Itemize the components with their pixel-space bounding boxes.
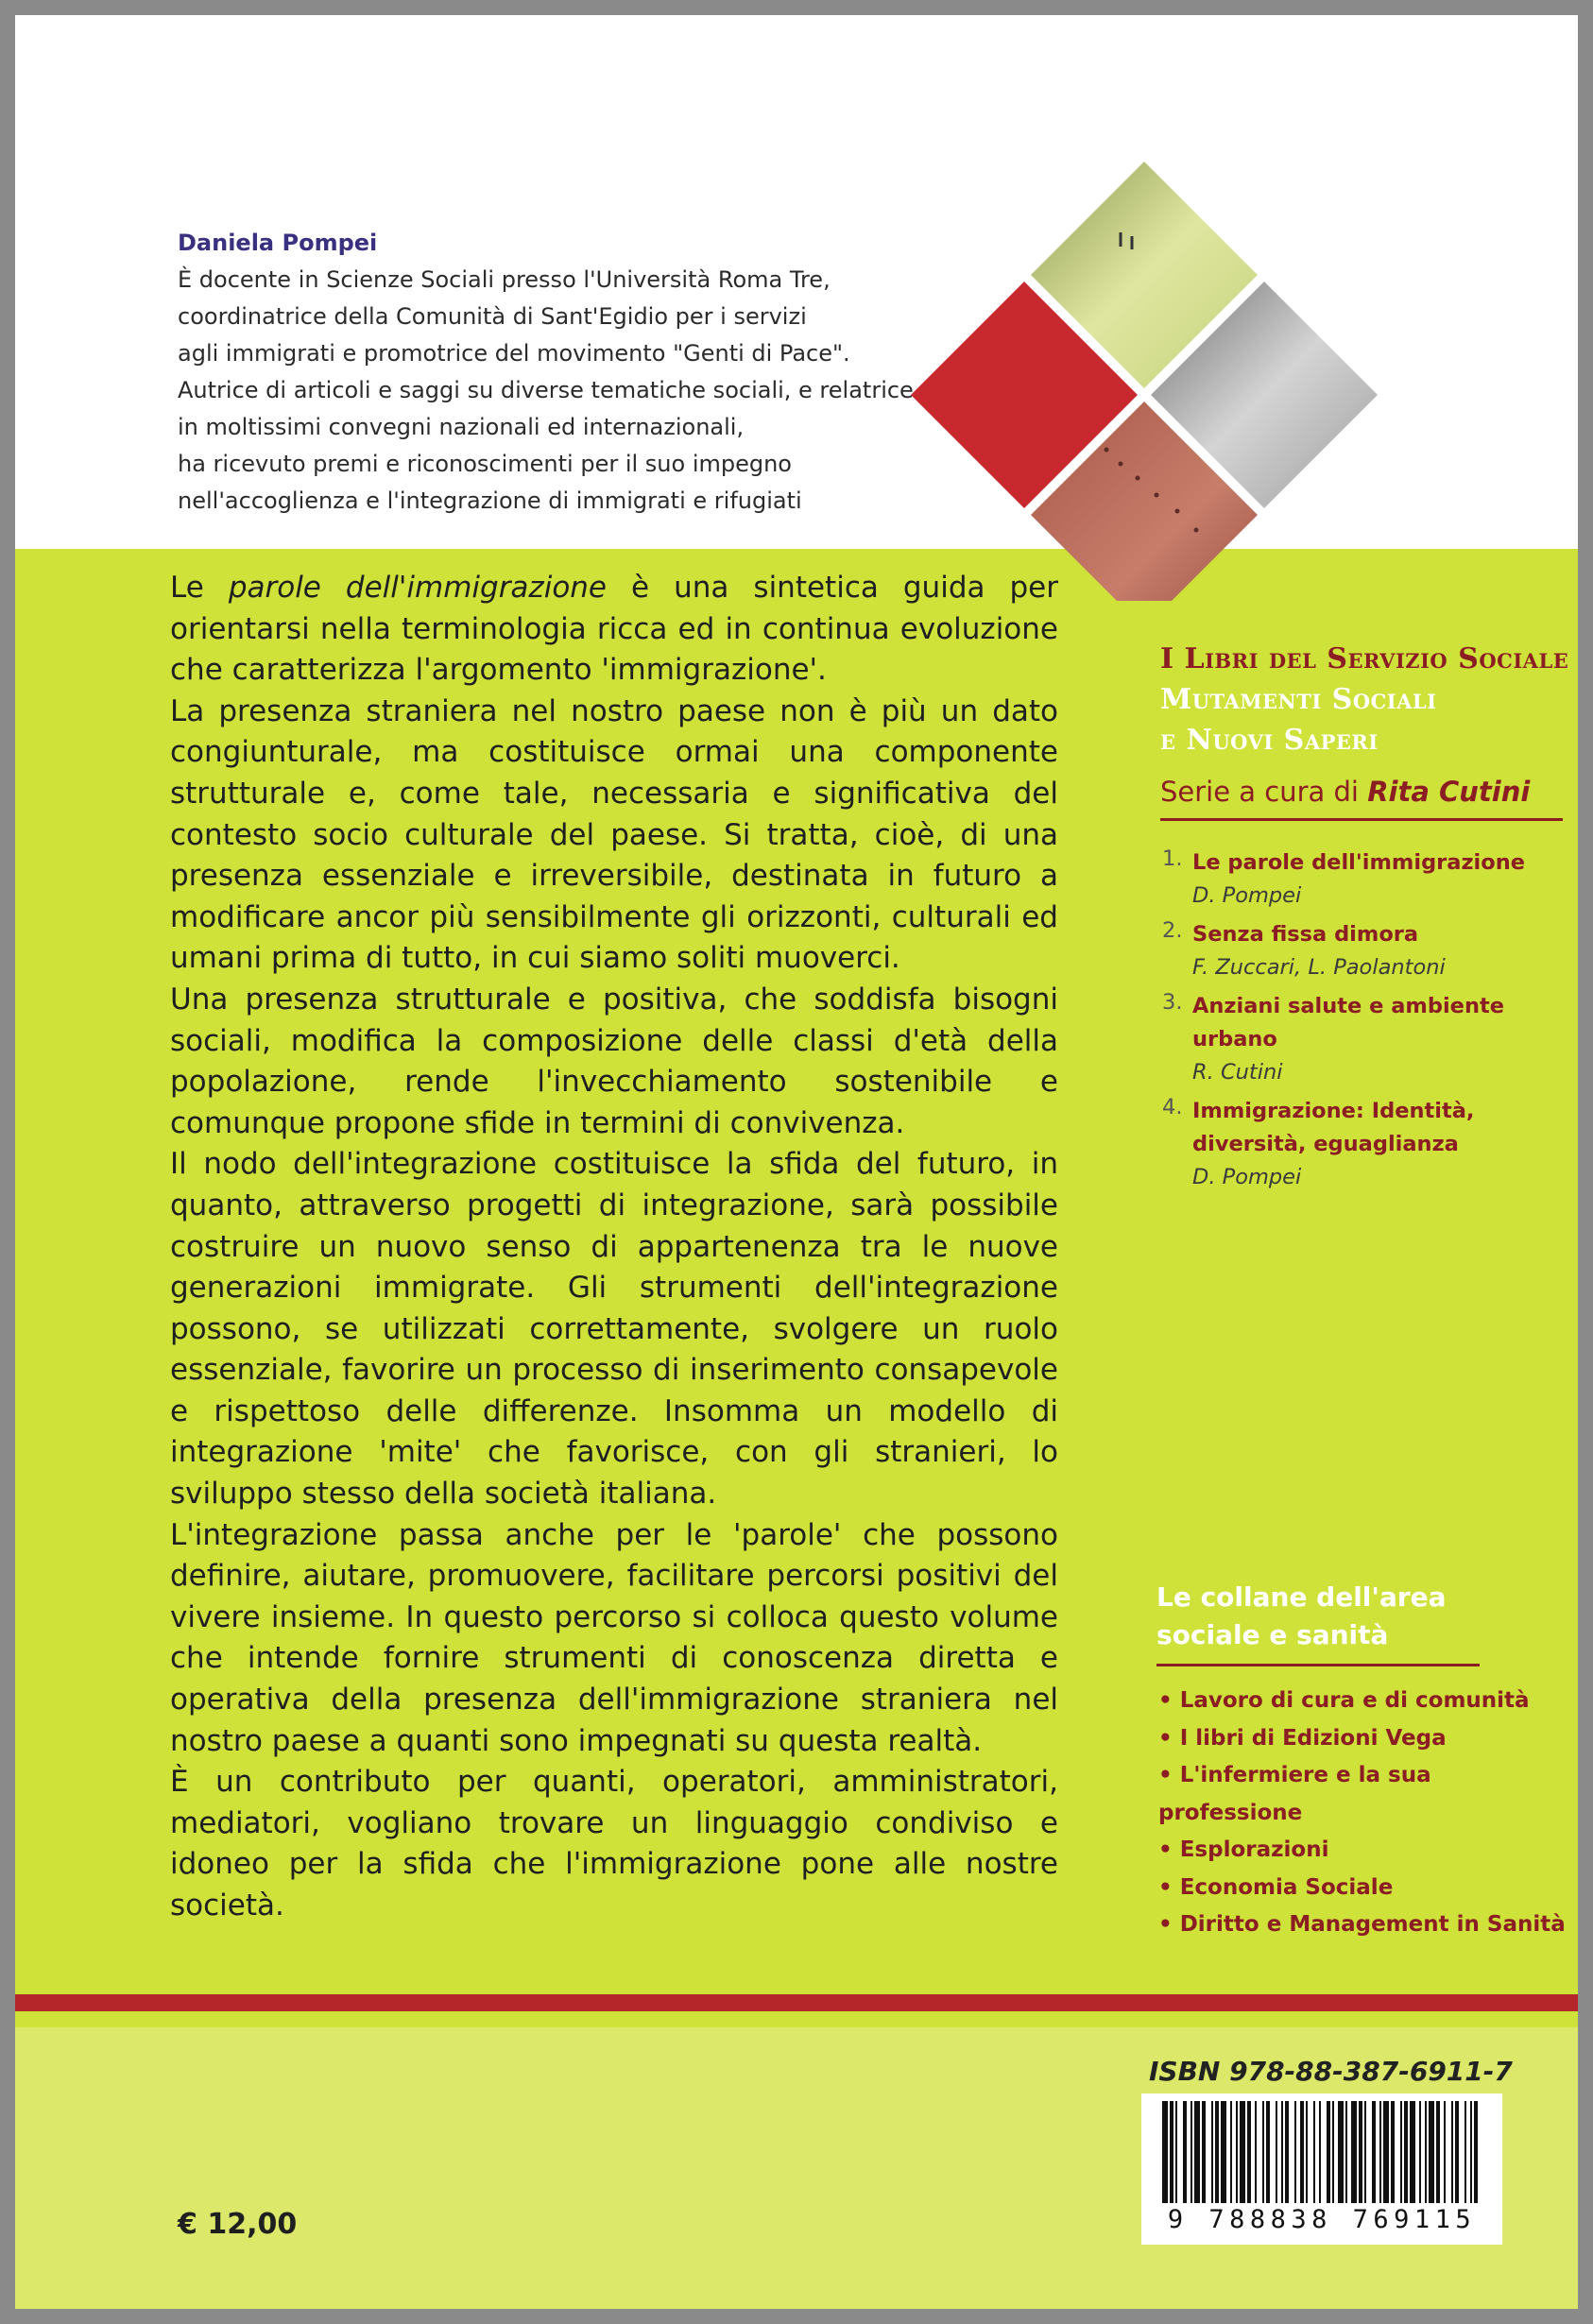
isbn-label: ISBN 978-88-387-6911-7 [1149, 2056, 1513, 2087]
series-book-item [1162, 846, 1578, 913]
barcode-bar [1211, 2101, 1213, 2203]
barcode-bar [1266, 2101, 1270, 2203]
collection-item: • Lavoro di cura e di comunità [1158, 1688, 1530, 1713]
barcode-bars [1141, 2093, 1502, 2205]
author-name: Daniela Pompei [178, 230, 378, 256]
collections-heading [1156, 1579, 1497, 1654]
price: € 12,00 [178, 2208, 298, 2241]
barcode-bar [1313, 2101, 1315, 2203]
barcode-bar [1338, 2101, 1344, 2203]
bio-line: ha ricevuto premi e riconoscimenti per il suo impegno [178, 451, 792, 477]
barcode-bar [1391, 2101, 1395, 2203]
barcode-bar [1410, 2101, 1415, 2203]
barcode-bar [1455, 2101, 1459, 2203]
bio-line: nell'accoglienza e l'integrazione di immigrati e rifugiati [178, 487, 802, 514]
barcode-bar [1170, 2101, 1173, 2203]
barcode-bar [1383, 2101, 1389, 2203]
bio-line: È docente in Scienze Sociali presso l'Università Roma Tre, [178, 266, 831, 293]
barcode-bar [1215, 2101, 1219, 2203]
barcode-bar [1240, 2101, 1245, 2203]
barcode-digits: 9 788838 769115 [1141, 2205, 1502, 2243]
series-book-item [1162, 918, 1578, 984]
barcode-bar [1332, 2101, 1334, 2203]
diamond-photo-collage [903, 138, 1395, 601]
description-paragraph: Il nodo dell'integrazione costituisce la sfida del futuro, in quanto, attraverso progetti di integrazione, sarà possibile costruire un nuovo senso di appartenenza tra le nuove generazioni immigrate. Gli strumenti dell'integrazione possono, se utilizzati correttamente, svolgere un ruolo essenziale, favorire un processo di inserimento consapevole e rispettoso delle differenze. Insomma un modello di integrazione 'mite' che favorisce, con gli stranieri, lo sviluppo stesso della società italiana. [170, 1147, 1058, 1512]
barcode-bar [1236, 2101, 1238, 2203]
book-title: Le parole dell'immigrazione [1192, 850, 1526, 875]
barcode-bar [1429, 2101, 1434, 2203]
bio-line: Autrice di articoli e saggi su diverse tematiche sociali, e relatrice [178, 377, 914, 403]
book-number: 4. [1162, 1095, 1183, 1119]
barcode-bar [1351, 2101, 1357, 2203]
book-back-cover [15, 15, 1578, 2309]
book-author: F. Zuccari, L. Paolantoni [1192, 955, 1446, 980]
intro-title-italic: parole dell'immigrazione [228, 571, 608, 605]
collection-item: • I libri di Edizioni Vega [1158, 1725, 1447, 1751]
barcode-bar [1470, 2101, 1472, 2203]
barcode-bar [1300, 2101, 1304, 2203]
barcode-bar [1372, 2101, 1376, 2203]
barcode-bar [1183, 2101, 1187, 2203]
curator-prefix: Serie a cura di [1160, 776, 1368, 808]
barcode-bar [1444, 2101, 1446, 2203]
description-intro [170, 568, 1058, 692]
description-paragraph: L'integrazione passa anche per le 'parole' che possono definire, aiutare, promuovere, facilitare percorsi positivi del vivere insieme. In questo percorso si colloca questo volume che intende fornire strumenti di conoscenza diretta e operativa della presenza dell'immigrazione straniera nel nostro paese a quanti sono impegnati su questa realtà. [170, 1517, 1058, 1758]
barcode-bar [1419, 2101, 1421, 2203]
barcode-bar [1194, 2101, 1200, 2203]
series-book-item [1162, 1095, 1578, 1194]
series-rule [1160, 818, 1563, 821]
collection-item: • Esplorazioni [1158, 1837, 1329, 1862]
collections-heading-line: sociale e sanità [1156, 1619, 1389, 1650]
barcode-bar [1306, 2101, 1308, 2203]
barcode-bar [1451, 2101, 1453, 2203]
series-title [1160, 639, 1576, 760]
book-number: 3. [1162, 990, 1183, 1015]
barcode-bar [1285, 2101, 1289, 2203]
barcode-bar [1247, 2101, 1251, 2203]
book-title: Immigrazione: Identità, diversità, eguaglianza [1192, 1099, 1475, 1156]
barcode-bar [1294, 2101, 1296, 2203]
intro-text: Le [170, 571, 229, 605]
description-paragraph: Una presenza strutturale e positiva, che soddisfa bisogni sociali, modifica la composizione delle classi d'età della popolazione, rende l'invecchiamento sostenibile e comunque propone sfide in termini di convivenza. [170, 982, 1058, 1140]
book-number: 1. [1162, 846, 1183, 871]
book-author: D. Pompei [1192, 883, 1302, 908]
barcode-bar [1319, 2101, 1321, 2203]
barcode-bar [1175, 2101, 1177, 2203]
barcode-bar [1262, 2101, 1264, 2203]
collection-item: • Diritto e Management in Sanità [1158, 1912, 1566, 1937]
book-title: Senza fissa dimora [1192, 922, 1419, 947]
bio-line: coordinatrice della Comunità di Sant'Egidio per i servizi [178, 303, 807, 330]
barcode-bar [1221, 2101, 1226, 2203]
barcode-bar [1190, 2101, 1192, 2203]
collections-list [1158, 1683, 1578, 1944]
curator-name: Rita Cutini [1367, 776, 1531, 808]
collections-rule [1156, 1664, 1480, 1666]
book-author: R. Cutini [1192, 1060, 1283, 1085]
description-paragraph: La presenza straniera nel nostro paese non è più un dato congiunturale, ma costituisce ormai una componente strutturale e, come tale, necessaria e significativa del contesto socio culturale del paese. Si tratta, cioè, di una presenza essenziale e irreversibile, destinata in futuro a modificare ancor più sensibilmente gli orizzonti, culturali ed umani prima di tutto, in cui siamo soliti muoverci. [170, 693, 1058, 976]
barcode-bar [1327, 2101, 1330, 2203]
series-curator [1160, 776, 1576, 808]
book-number: 2. [1162, 918, 1183, 943]
series-title-line: e Nuovi Saperi [1160, 724, 1379, 757]
book-description [170, 568, 1058, 1927]
barcode-bar [1276, 2101, 1277, 2203]
book-title: Anziani salute e ambiente urbano [1192, 994, 1504, 1051]
series-book-item [1162, 990, 1578, 1089]
barcode-bar [1230, 2101, 1232, 2203]
barcode-bar [1400, 2101, 1402, 2203]
collection-item: • Economia Sociale [1158, 1874, 1394, 1900]
barcode-bar [1379, 2101, 1381, 2203]
barcode-bar [1255, 2101, 1257, 2203]
red-divider-bar [15, 1994, 1578, 2011]
intro-text: è una sintetica guida per orientarsi nella terminologia ricca ed in continua evoluzione che caratterizza l'argomento 'immigrazione'. [170, 571, 1058, 688]
book-author: D. Pompei [1192, 1165, 1302, 1189]
barcode-bar [1436, 2101, 1440, 2203]
series-title-line: I Libri del Servizio Sociale [1160, 642, 1569, 675]
barcode-bar [1404, 2101, 1408, 2203]
barcode-bar [1425, 2101, 1427, 2203]
description-paragraph: È un contributo per quanti, operatori, amministratori, mediatori, vogliano trovare un linguaggio condiviso e idoneo per la sfida che l'immigrazione pone alle nostre società. [170, 1765, 1058, 1922]
series-title-line: Mutamenti Sociali [1160, 683, 1437, 716]
barcode-bar [1202, 2101, 1206, 2203]
barcode-bar [1162, 2101, 1168, 2203]
barcode-bar [1359, 2101, 1362, 2203]
bio-line: in moltissimi convegni nazionali ed internazionali, [178, 414, 745, 440]
barcode-bar [1345, 2101, 1347, 2203]
barcode-bar [1281, 2101, 1283, 2203]
barcode-bar [1474, 2101, 1478, 2203]
bio-line: agli immigrati e promotrice del movimento "Genti di Pace". [178, 340, 850, 367]
collections-heading-line: Le collane dell'area [1156, 1581, 1447, 1613]
barcode-bar [1465, 2101, 1466, 2203]
author-bio [178, 225, 952, 520]
series-book-list [1162, 846, 1578, 1200]
barcode-bar [1364, 2101, 1366, 2203]
collection-item: • L'infermiere e la sua professione [1158, 1763, 1431, 1825]
